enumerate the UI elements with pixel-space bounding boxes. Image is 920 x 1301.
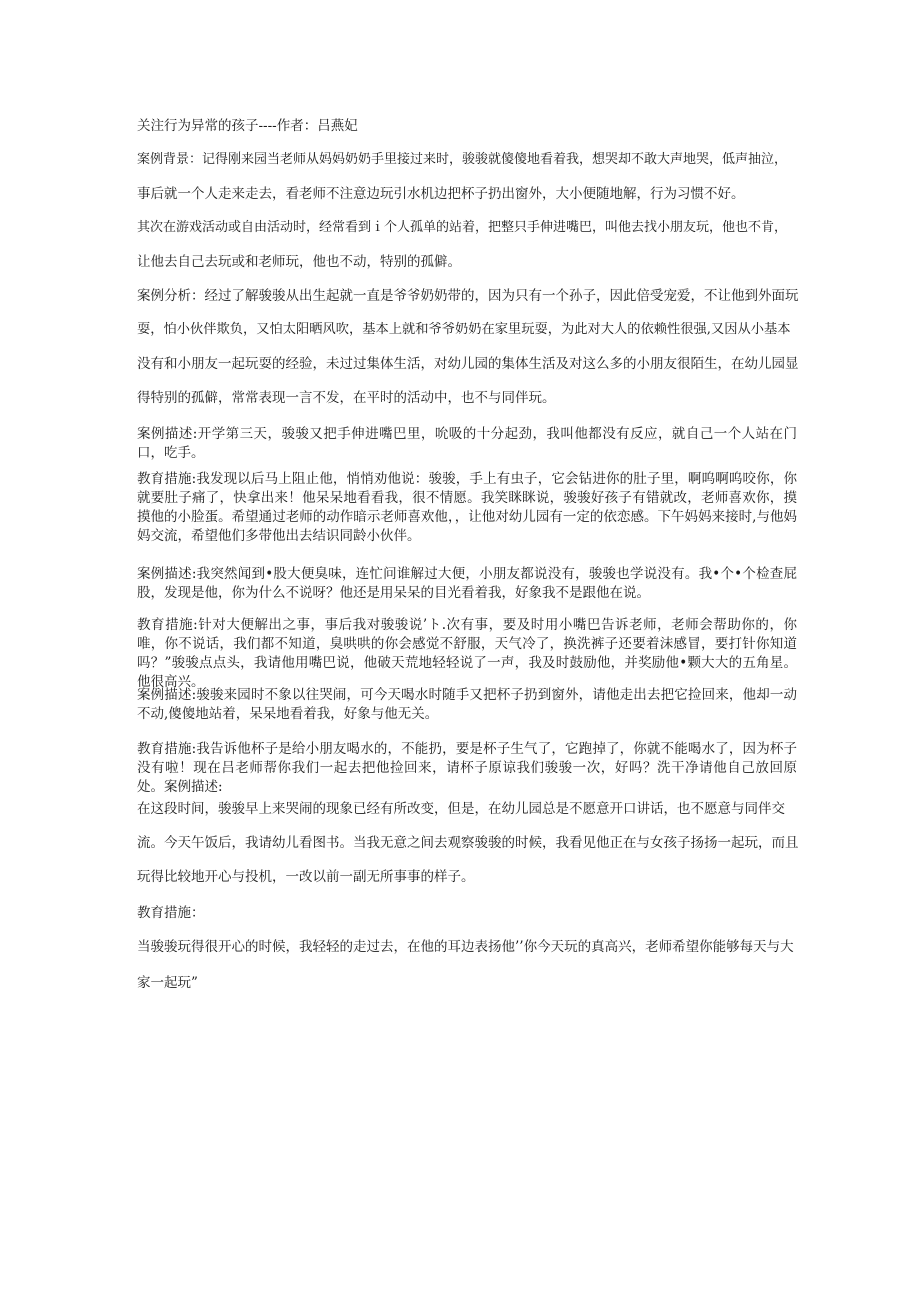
case-analysis-line-2: 耍，怕小伙伴欺负，又怕太阳晒风吹，基本上就和爷爷奶奶在家里玩耍，为此对大人的依赖性很强,又因从小基本: [137, 322, 791, 337]
case-event-line-3: 玩得比较地开心与投机，一改以前一副无所事事的样子。: [137, 869, 475, 885]
case-analysis-line-3: 没有和小朋友一起玩耍的经验，未过过集体生活，对幼儿园的集体生活及对这么多的小朋友很陌生，在幼儿园显: [137, 356, 799, 372]
case-analysis-line-1: 案例分析：经过了解骏骏从出生起就一直是爷爷奶奶带的，因为只有一个孙子，因此倍受宠爱，不让他到外面玩: [137, 288, 799, 304]
final-measure-line-1: 当骏骏玩得很开心的时候，我轻轻的走过去，在他的耳边表扬他’’你今天玩的真高兴，老师希望你能够每天与大: [137, 939, 794, 955]
education-measure-1: 教育措施:我发现以后马上阻止他，悄悄劝他说：骏骏，手上有虫子，它会钻进你的肚子里，啊呜啊呜咬你，你就要肚子痛了，快拿出来！他呆呆地看看我，很不情愿。我笑眯眯说，骏骏好孩子有错就改，老师喜欢你，摸摸他的小脸蛋。希望通过老师的动作暗示老师喜欢他，，让他对幼儿园有一定的依恋感。下午妈妈来接时,与他妈妈交流，希望他们多带他出去结识同龄小伙伴。: [137, 471, 797, 544]
case-background-line-2: 事后就一个人走来走去，看老师不注意边玩引水机边把杯子扔出窗外，大小便随地解，行为习惯不好。: [137, 186, 745, 202]
document-title: 关注行为异常的孩子----作者：吕燕妃: [137, 118, 358, 134]
case-background-line-3: 其次在游戏活动或自由活动时，经常看到ｉ个人孤单的站着，把整只手伸进嘴巴，叫他去找小朋友玩，他也不肯，: [137, 220, 788, 235]
case-event-line-2: 流。今天午饭后，我请幼儿看图书。当我无意之间去观察骏骏的时候，我看见他正在与女孩子扬扬一起玩，而且: [137, 835, 799, 851]
education-measure-3: 教育措施:我告诉他杯子是给小朋友喝水的，不能扔，要是杯子生气了，它跑掉了，你就不能喝水了，因为杯子没有啦！现在吕老师帮你我们一起去把他捡回来，请杯子原谅我们骏骏一次，好吗？洗干净请他自己放回原处。案例描述:: [137, 741, 797, 795]
case-background-line-4: 让他去自己去玩或和老师玩，他也不动，特别的孤僻。: [137, 254, 461, 270]
case-analysis-line-4: 得特别的孤僻，常常表现一言不发，在平时的活动中，也不与同伴玩。: [137, 390, 556, 406]
final-measure-line-2: 家一起玩”: [137, 975, 198, 991]
case-description-1: 案例描述:开学第三天，骏骏又把手伸进嘴巴里，吮吸的十分起劲，我叫他都没有反应，就自己一个人站在门口，吃手。: [137, 426, 797, 461]
education-measure-heading: 教育措施：: [137, 905, 205, 921]
case-background-line-1: 案例背景：记得刚来园当老师从妈妈奶奶手里接过来时，骏骏就傻傻地看着我，想哭却不敢大声地哭，低声抽泣，: [137, 152, 788, 167]
case-event-line-1: 在这段时间，骏骏早上来哭闹的现象已经有所改变，但是，在幼儿园总是不愿意开口讲话，也不愿意与同伴交: [137, 801, 785, 817]
case-description-3: 案例描述:骏骏来园时不象以往哭闹，可今天喝水时随手又把杯子扔到窗外，请他走出去把它捡回来，他却一动不动,傻傻地站着，呆呆地看着我，好象与他无关。: [137, 687, 797, 722]
case-description-2: 案例描述:我突然闻到•股大便臭味，连忙问谁解过大便，小朋友都说没有，骏骏也学说没有。我•个•个检查屁股，发现是他，你为什么不说呀？他还是用呆呆的目光看着我，好象我不是跟他在说。: [137, 566, 797, 601]
education-measure-2: 教育措施:针对大便解出之事，事后我对骏骏说’ト.次有事，要及时用小嘴巴告诉老师，老师会帮助你的，你唯，你不说话，我们都不知道，臭哄哄的你会感觉不舒服，天气冷了，换洗裤子还要着沫感冒，要打针你知道吗？”骏骏点点头，我请他用嘴巴说，他破天荒地轻轻说了一声，我及时鼓励他，并奖励他•颗大大的五角星。他很高兴。: [137, 617, 797, 690]
